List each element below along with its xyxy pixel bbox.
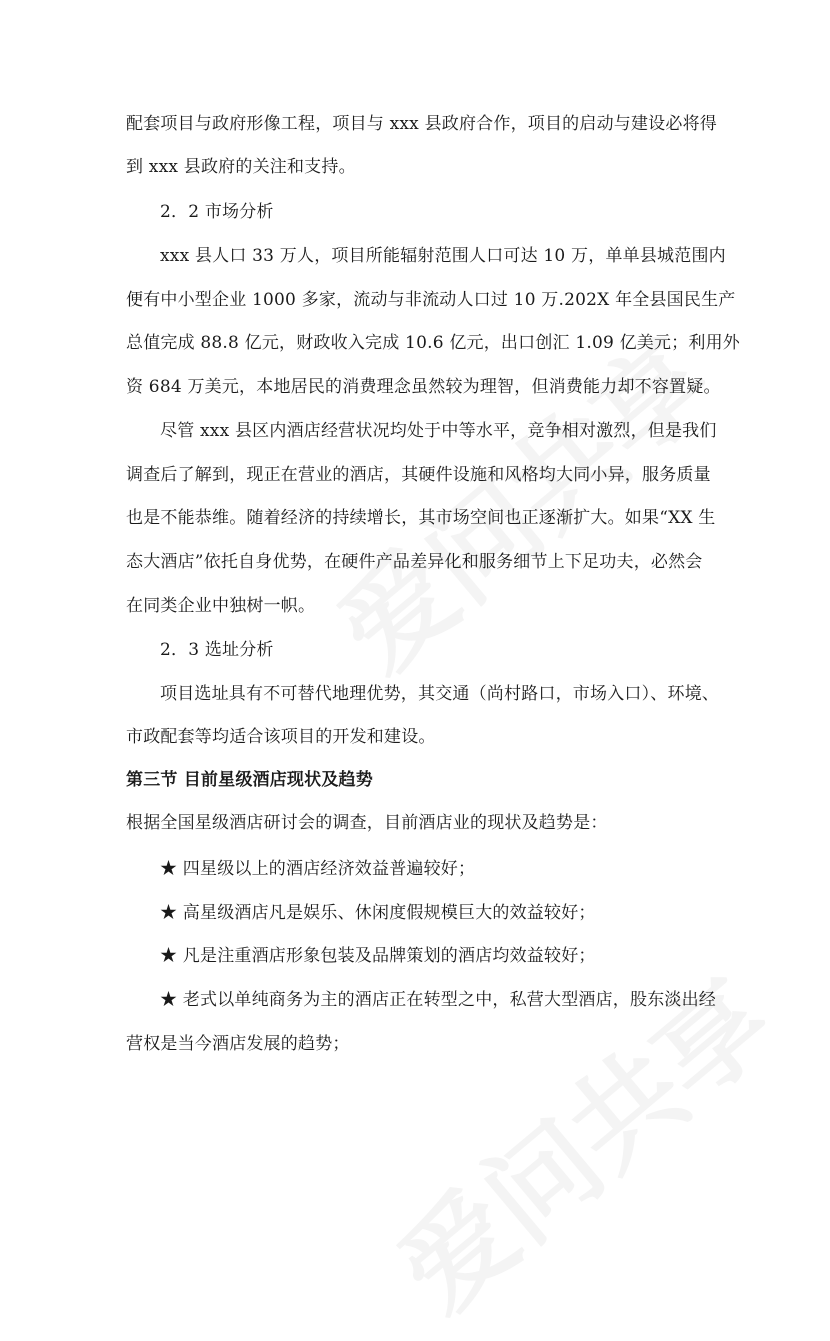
paragraph-line: 根据全国星级酒店研讨会的调查，目前酒店业的现状及趋势是： — [126, 813, 608, 833]
bullet-item: ★ 高星级酒店凡是娱乐、休闲度假规模巨大的效益较好； — [160, 903, 596, 923]
section-heading: 2．2 市场分析 — [160, 202, 274, 222]
watermark — [301, 297, 740, 701]
chapter-heading: 第三节 目前星级酒店现状及趋势 — [126, 770, 373, 790]
paragraph-line: 项目选址具有不可替代地理优势，其交通（尚村路口，市场入口）、环境、 — [160, 684, 720, 704]
paragraph-line: 市政配套等均适合该项目的开发和建设。 — [126, 727, 436, 747]
paragraph-line: 便有中小型企业 1000 多家，流动与非流动人口过 10 万.202X 年全县国民生产 — [126, 290, 736, 310]
bullet-item: ★ 凡是注重酒店形象包装及品牌策划的酒店均效益较好； — [160, 946, 596, 966]
paragraph-line: 资 684 万美元，本地居民的消费理念虽然较为理智，但消费能力却不容置疑。 — [126, 377, 721, 397]
bullet-item: ★ 四星级以上的酒店经济效益普遍较好； — [160, 859, 476, 879]
paragraph-line: 调查后了解到，现正在营业的酒店，其硬件设施和风格均大同小异，服务质量 — [126, 465, 711, 485]
paragraph-line: 态大酒店”依托自身优势，在硬件产品差异化和服务细节上下足功夫，必然会 — [126, 552, 703, 572]
paragraph-line: 在同类企业中独树一帜。 — [126, 596, 316, 616]
paragraph-line: 尽管 xxx 县区内酒店经营状况均处于中等水平，竞争相对激烈，但是我们 — [160, 421, 717, 441]
paragraph-line: 到 xxx 县政府的关注和支持。 — [126, 157, 356, 177]
paragraph-line: 配套项目与政府形像工程，项目与 xxx 县政府合作，项目的启动与建设必将得 — [126, 114, 717, 134]
paragraph-line: xxx 县人口 33 万人，项目所能辐射范围人口可达 10 万，单单县城范围内 — [160, 246, 726, 266]
section-heading: 2．3 选址分析 — [160, 640, 274, 660]
paragraph-line: 营权是当今酒店发展的趋势； — [126, 1034, 350, 1054]
bullet-item: ★ 老式以单纯商务为主的酒店正在转型之中，私营大型酒店，股东淡出经 — [160, 990, 717, 1010]
paragraph-line: 总值完成 88.8 亿元，财政收入完成 10.6 亿元，出口创汇 1.09 亿美元；利用外 — [126, 333, 740, 353]
paragraph-line: 也是不能恭维。随着经济的持续增长，其市场空间也正逐渐扩大。如果“XX 生 — [126, 508, 716, 528]
